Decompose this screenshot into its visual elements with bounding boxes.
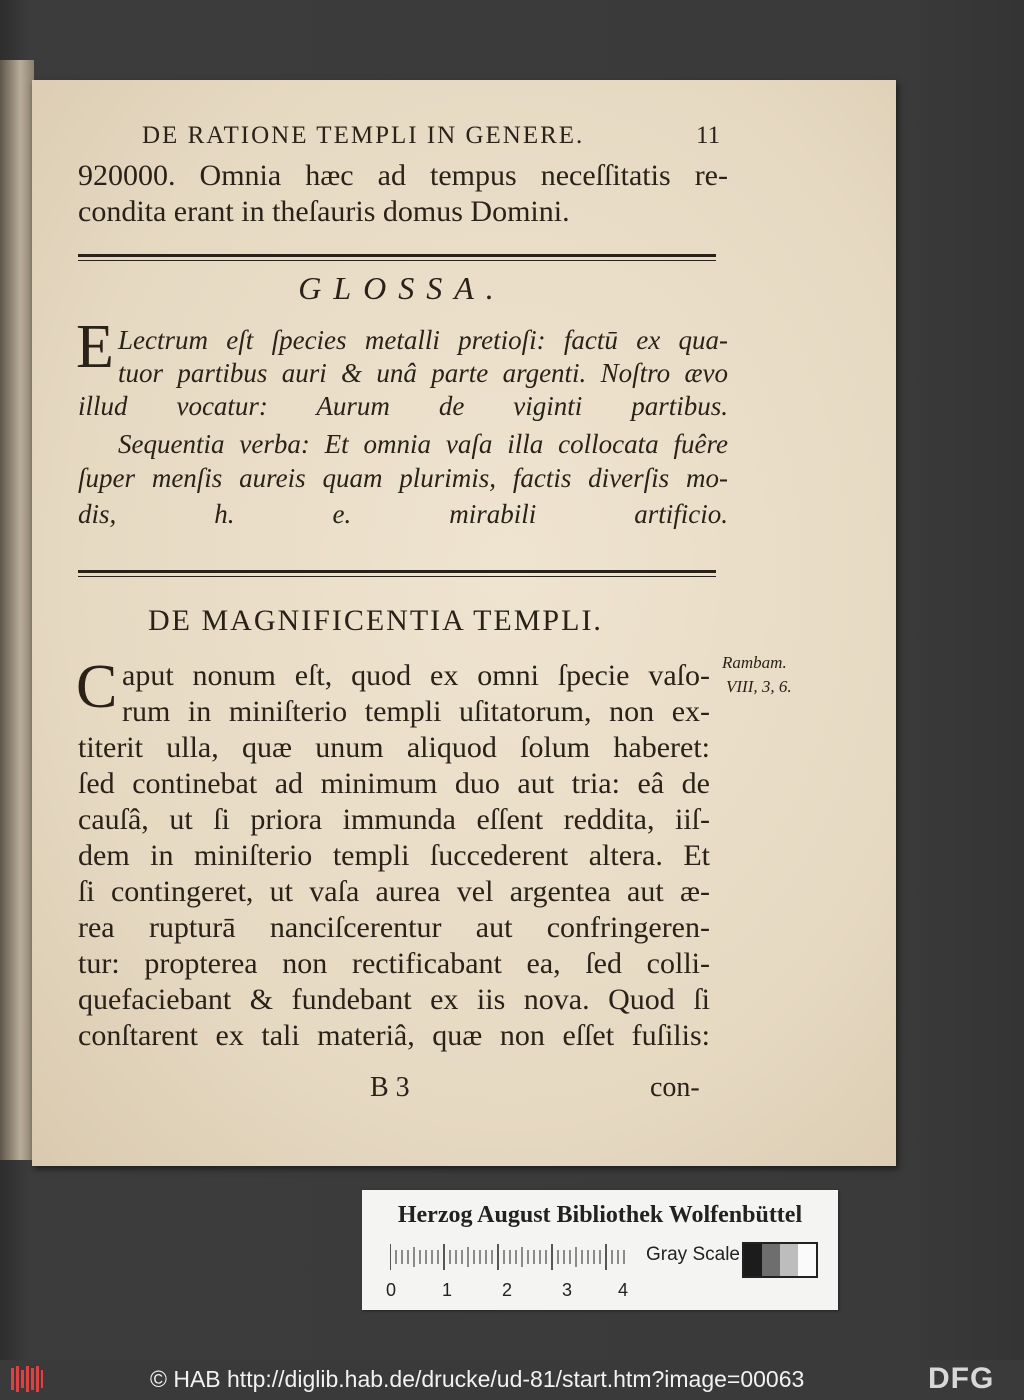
text-line: quefaciebant & fundebant ex iis nova. Quod ſi: [78, 983, 710, 1016]
gloss-line: Lectrum eſt ſpecies metalli pretioſi: factū ex qua-: [118, 325, 728, 355]
gray-swatch: [798, 1244, 816, 1276]
gray-swatch: [780, 1244, 798, 1276]
ruler-number: 3: [562, 1280, 573, 1300]
color-scale-card: [362, 1190, 838, 1310]
gloss-line: Sequentia verba: Et omnia vaſa illa collocata fuêre: [118, 429, 728, 459]
text-line: condita erant in theſauris domus Domini.: [78, 195, 570, 228]
text-line: dem in miniſterio templi ſuccederent altera. Et: [78, 839, 710, 872]
gloss-line: dis, h. e. mirabili artificio.: [78, 499, 728, 529]
text-line: rea rupturā nanciſcerentur aut confringeren-: [78, 911, 710, 944]
gloss-line: illud vocatur: Aurum de viginti partibus.: [78, 391, 728, 421]
gray-swatch: [762, 1244, 780, 1276]
drop-cap: C: [76, 653, 118, 721]
catchword: con-: [650, 1072, 700, 1103]
dfg-logo: DFG: [928, 1362, 995, 1395]
text-line: 920000. Omnia hæc ad tempus neceſſitatis re-: [78, 159, 728, 192]
text-line: aput nonum eſt, quod ex omni ſpecie vaſo-: [122, 659, 710, 692]
gray-scale-swatches: [742, 1242, 818, 1278]
section-heading: DE MAGNIFICENTIA TEMPLI.: [148, 604, 603, 637]
text-line: tur: propterea non rectificabant ea, ſed colli-: [78, 947, 710, 980]
gray-scale-label: Gray Scale: [646, 1244, 740, 1265]
drop-cap: E: [76, 313, 114, 381]
folio-number: 11: [696, 122, 721, 149]
text-line: rum in miniſterio templi uſitatorum, non ex-: [122, 695, 710, 728]
footer-credit-link[interactable]: © HAB http://diglib.hab.de/drucke/ud-81/start.htm?image=00063: [150, 1366, 805, 1392]
running-head: DE RATIONE TEMPLI IN GENERE.: [142, 122, 585, 149]
ruler-number: 2: [502, 1280, 513, 1300]
signature-mark: B 3: [370, 1072, 410, 1103]
ruler-number: 1: [442, 1280, 453, 1300]
footer-bar: [0, 1360, 1024, 1400]
ruler-number: 0: [386, 1280, 397, 1300]
hab-logo-icon: [10, 1364, 44, 1394]
text-line: titerit ulla, quæ unum aliquod ſolum haberet:: [78, 731, 710, 764]
divider-rule: [78, 254, 716, 257]
text-line: cauſâ, ut ſi priora immunda eſſent reddita, iiſ-: [78, 803, 710, 836]
gloss-line: tuor partibus auri & unâ parte argenti. Noſtro ævo: [118, 358, 728, 388]
text-line: conſtarent ex tali materiâ, quæ non eſſet fuſilis:: [78, 1019, 710, 1052]
previous-page-edge: [0, 60, 34, 1160]
library-name: Herzog August Bibliothek Wolfenbüttel: [397, 1202, 803, 1228]
ruler-icon: [390, 1242, 630, 1272]
book-page: [32, 80, 896, 1166]
glossa-heading: GLOSSA.: [298, 270, 506, 306]
gloss-line: ſuper menſis aureis quam plurimis, factis diverſis mo-: [78, 463, 728, 493]
text-line: ſed continebat ad minimum duo aut tria: eâ de: [78, 767, 710, 800]
margin-note: VIII, 3, 6.: [726, 677, 792, 696]
text-line: ſi contingeret, ut vaſa aurea vel argentea aut æ-: [78, 875, 710, 908]
ruler-number: 4: [618, 1280, 629, 1300]
divider-rule: [78, 570, 716, 573]
margin-note: Rambam.: [722, 653, 787, 672]
gray-swatch: [744, 1244, 762, 1276]
